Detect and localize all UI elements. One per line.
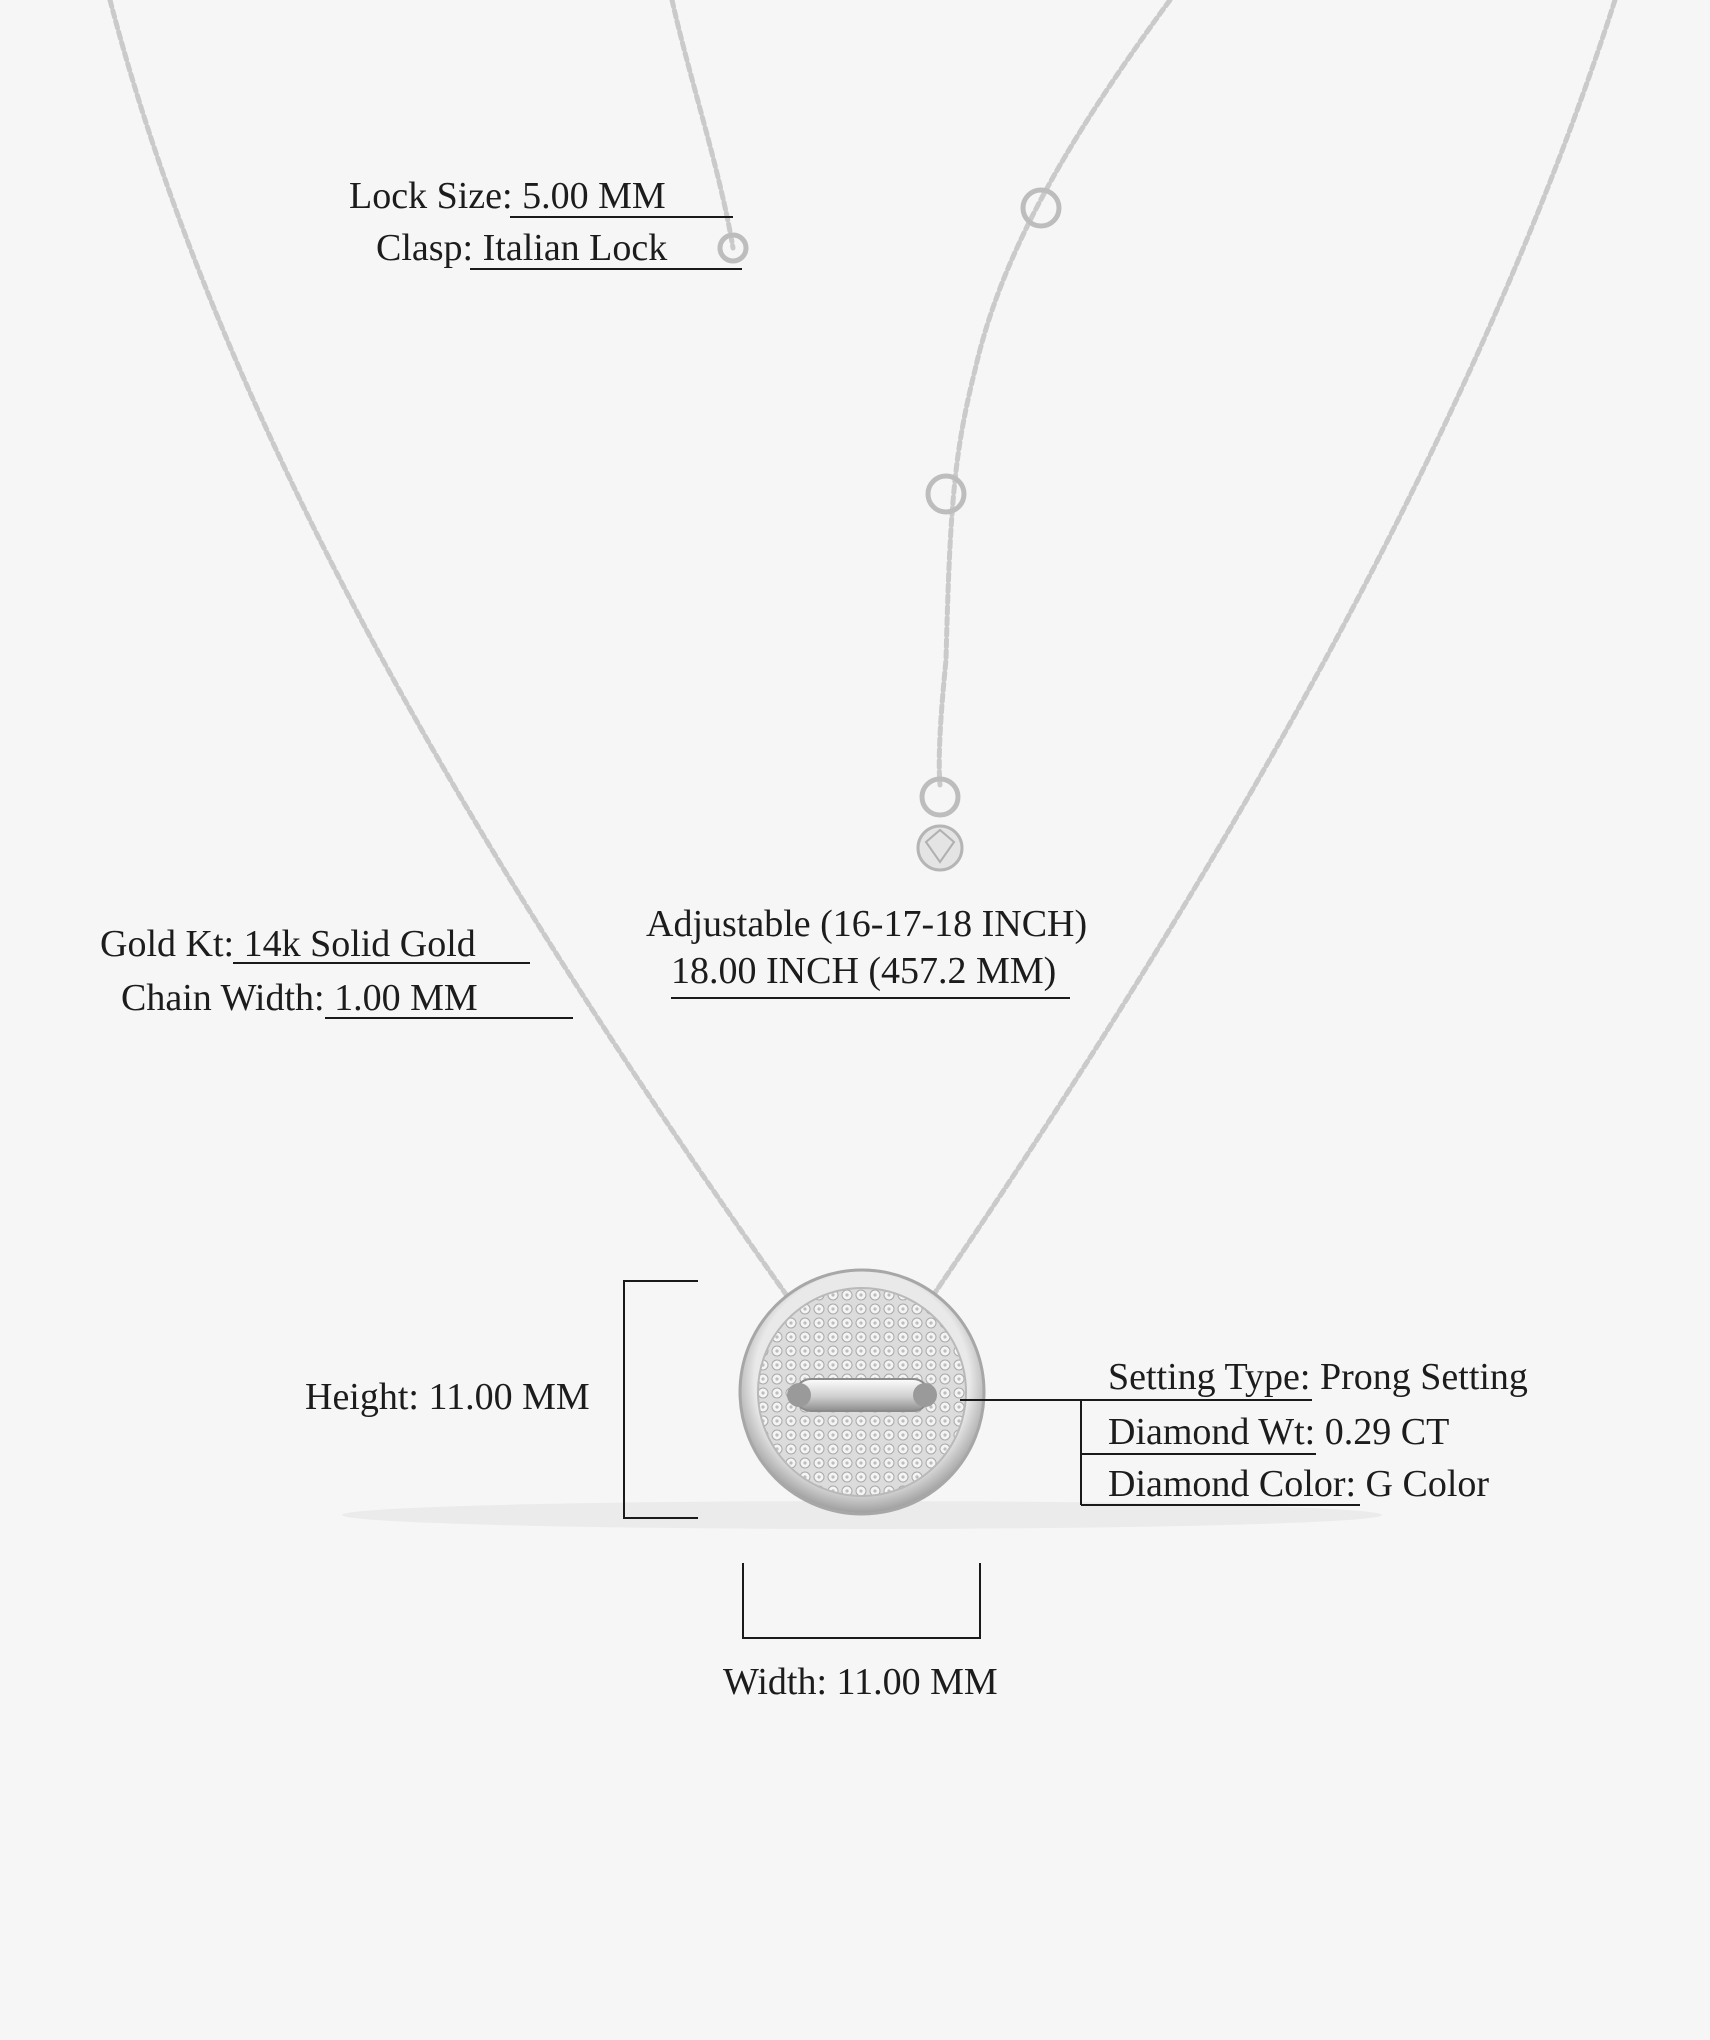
lock-size-label: Lock Size: [349, 175, 513, 217]
height-spec: Height: 11.00 MM [305, 1376, 590, 1418]
pendant-bar [795, 1379, 929, 1411]
clasp-spec [376, 229, 667, 267]
gold-kt-value: 14k Solid Gold [234, 923, 476, 965]
lock-size-value: 5.00 MM [512, 175, 666, 217]
diamond-color-value: G Color [1356, 1463, 1490, 1505]
gold-kt-label: Gold Kt: [100, 923, 235, 965]
chain-width-label: Chain Width: [121, 977, 325, 1019]
setting-type-spec [1108, 1358, 1528, 1396]
width-bracket [743, 1563, 980, 1638]
clasp-value: Italian Lock [473, 227, 668, 269]
diamond-color-label: Diamond Color: [1108, 1463, 1357, 1505]
diamond-wt-label: Diamond Wt: [1108, 1411, 1316, 1453]
chain-width-value: 1.00 MM [324, 977, 478, 1019]
extender-ring-2 [928, 476, 964, 512]
chain-clasp-end [672, 0, 733, 248]
diamond-wt-spec [1108, 1413, 1449, 1451]
width-spec: Width: 11.00 MM [723, 1661, 998, 1703]
diamond-wt-value: 0.29 CT [1315, 1411, 1450, 1453]
clasp-label: Clasp: [376, 227, 474, 269]
diamond-color-spec [1108, 1465, 1489, 1503]
length-total-text: 18.00 INCH (457.2 MM) [671, 950, 1057, 992]
chain-right [930, 0, 1615, 1300]
chain-width-spec [121, 979, 478, 1017]
setting-type-value: Prong Setting [1310, 1356, 1528, 1398]
setting-type-label: Setting Type: [1108, 1356, 1311, 1398]
height-bracket [624, 1281, 698, 1518]
chain-extender [939, 0, 1170, 785]
length-adjustable-text: Adjustable (16-17-18 INCH) [646, 903, 1088, 945]
lock-size-spec [349, 177, 666, 215]
gold-kt-spec [100, 925, 476, 963]
